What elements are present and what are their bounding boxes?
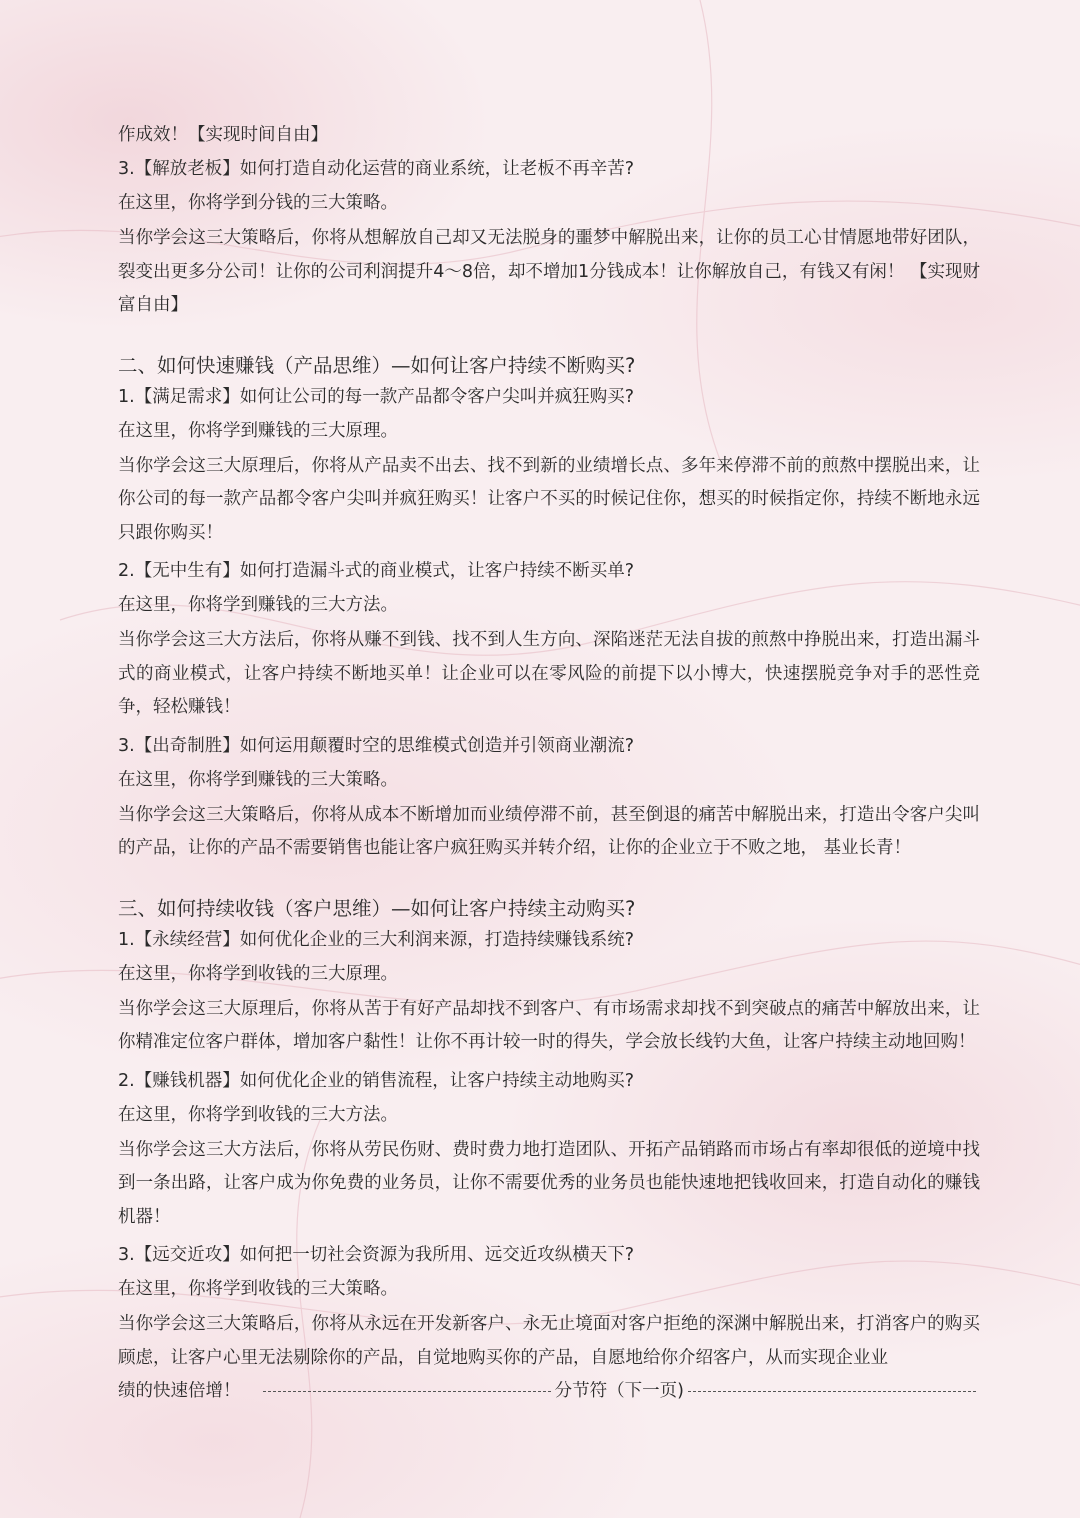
section2-item3-body: 当你学会这三大策略后，你将从成本不断增加而业绩停滞不前，甚至倒退的痛苦中解脱出来，打造出令客户尖叫的产品，让你的产品不需要销售也能让客户疯狂购买并转介绍，让你的企业立于不败之地， 基业长青！ <box>118 804 980 858</box>
intro-item3-title: 3.【解放老板】如何打造自动化运营的商业系统，让老板不再辛苦? <box>118 159 634 179</box>
document-body <box>118 118 980 1409</box>
section2-item2-sub: 在这里，你将学到赚钱的三大方法。 <box>118 595 398 615</box>
section3-item1-body: 当你学会这三大原理后，你将从苦于有好产品却找不到客户、有市场需求却找不到突破点的痛苦中解放出来，让你精准定位客户群体，增加客户黏性！让你不再计较一时的得失，学会放长线钓大鱼，让客户持续主动地回购！ <box>118 998 980 1052</box>
section3-heading: 三、如何持续收钱（客户思维）—如何让客户持续主动购买? <box>118 896 636 920</box>
section-break-dash-left <box>263 1391 551 1392</box>
intro-item3-body: 当你学会这三大策略后，你将从想解放自己却又无法脱身的噩梦中解脱出来，让你的员工心甘情愿地带好团队，裂变出更多分公司！让你的公司利润提升4～8倍，却不增加1分钱成本！让你解放自己，有钱又有闲！ 【实现财富自由】 <box>118 228 980 315</box>
section3-item2-sub: 在这里，你将学到收钱的三大方法。 <box>118 1104 398 1125</box>
intro-tail-line: 作成效！【实现时间自由】 <box>118 125 328 145</box>
section2-heading: 二、如何快速赚钱（产品思维）—如何让客户持续不断购买? <box>118 353 636 377</box>
section3-item3-title: 3.【远交近攻】如何把一切社会资源为我所用、远交近攻纵横天下? <box>118 1245 634 1265</box>
section2-item3-sub: 在这里，你将学到赚钱的三大策略。 <box>118 769 398 790</box>
section3-item1-sub: 在这里，你将学到收钱的三大原理。 <box>118 963 398 984</box>
section2-item1-title: 1.【满足需求】如何让公司的每一款产品都令客户尖叫并疯狂购买? <box>118 386 634 407</box>
section-break-label: 分节符（下一页) <box>554 1381 684 1401</box>
section2-item2-body: 当你学会这三大方法后，你将从赚不到钱、找不到人生方向、深陷迷茫无法自拔的煎熬中挣脱出来，打造出漏斗式的商业模式，让客户持续不断地买单！让企业可以在零风险的前提下以小博大，快速摆脱竞争对手的恶性竞争，轻松赚钱！ <box>118 630 980 717</box>
section2-item2-title: 2.【无中生有】如何打造漏斗式的商业模式，让客户持续不断买单? <box>118 561 634 581</box>
section2-item1-sub: 在这里，你将学到赚钱的三大原理。 <box>118 420 398 441</box>
section3-item1-title: 1.【永续经营】如何优化企业的三大利润来源，打造持续赚钱系统? <box>118 929 634 950</box>
section-break-dash-right <box>688 1391 976 1392</box>
section3-item3-body-last: 绩的快速倍增！ <box>118 1381 241 1401</box>
section3-item3-sub: 在这里，你将学到收钱的三大策略。 <box>118 1279 398 1299</box>
section2-item1-body: 当你学会这三大原理后，你将从产品卖不出去、找不到新的业绩增长点、多年来停滞不前的煎熬中摆脱出来，让你公司的每一款产品都令客户尖叫并疯狂购买！让客户不买的时候记住你，想买的时候指定你，持续不断地永远只跟你购买！ <box>118 455 980 543</box>
section3-item2-body: 当你学会这三大方法后，你将从劳民伤财、费时费力地打造团队、开拓产品销路而市场占有率却很低的逆境中找到一条出路，让客户成为你免费的业务员，让你不需要优秀的业务员也能快速地把钱收回来，打造自动化的赚钱机器！ <box>118 1139 980 1227</box>
intro-item3-sub: 在这里，你将学到分钱的三大策略。 <box>118 193 398 213</box>
section3-item3-body: 当你学会这三大策略后，你将从永远在开发新客户、永无止境面对客户拒绝的深渊中解脱出来，打消客户的购买顾虑，让客户心里无法剔除你的产品，自觉地购买你的产品，自愿地给你介绍客户，从而实现企业业 <box>118 1314 980 1368</box>
section2-item3-title: 3.【出奇制胜】如何运用颠覆时空的思维模式创造并引领商业潮流? <box>118 735 634 756</box>
section-break-line <box>118 1375 980 1409</box>
section3-item2-title: 2.【赚钱机器】如何优化企业的销售流程，让客户持续主动地购买? <box>118 1070 634 1091</box>
